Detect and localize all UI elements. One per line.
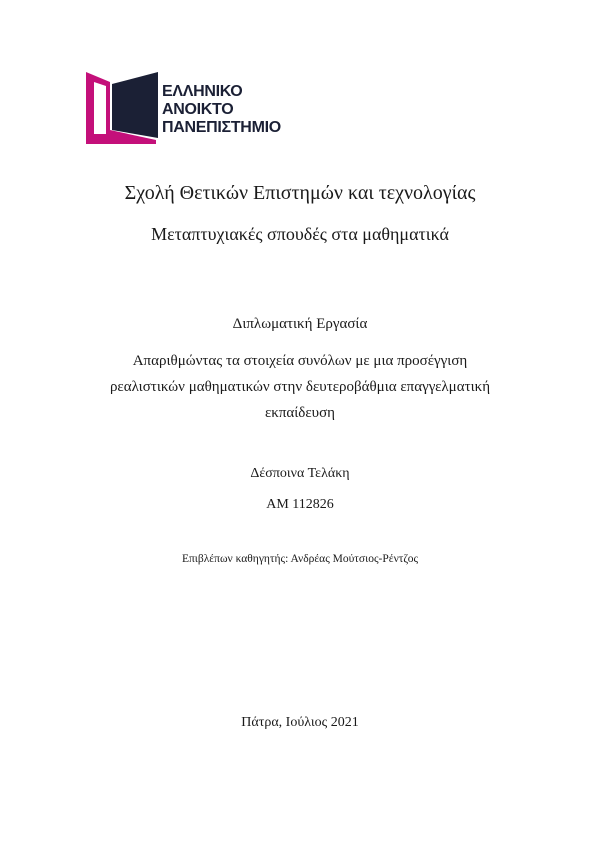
logo-line-3: ΠΑΝΕΠΙΣΤΗΜΙΟ bbox=[162, 119, 281, 136]
university-logo-text bbox=[162, 83, 281, 137]
thesis-title bbox=[0, 348, 600, 426]
logo-line-2: ΑΝΟΙΚΤΟ bbox=[162, 101, 234, 118]
student-id: ΑΜ 112826 bbox=[266, 497, 334, 512]
thesis-title-line: εκπαίδευση bbox=[264, 405, 336, 421]
supervisor: Επιβλέπων καθηγητής: Ανδρέας Μούτσιος-Ρέντζος bbox=[181, 553, 419, 565]
school-name: Σχολή Θετικών Επιστημών και τεχνολογίας bbox=[124, 182, 476, 204]
university-logo bbox=[86, 72, 286, 144]
program-name: Μεταπτυχιακές σπουδές στα μαθηματικά bbox=[151, 224, 449, 244]
thesis-title-line: Απαριθμώντας τα στοιχεία συνόλων με μια προσέγγιση bbox=[132, 353, 468, 369]
place-date: Πάτρα, Ιούλιος 2021 bbox=[241, 715, 359, 730]
thesis-type: Διπλωματική Εργασία bbox=[232, 316, 368, 332]
logo-line-1: ΕΛΛΗΝΙΚΟ bbox=[162, 83, 243, 100]
university-logo-emblem-icon bbox=[86, 72, 160, 144]
thesis-title-line: ρεαλιστικών μαθηματικών στην δευτεροβάθμια επαγγελματική bbox=[109, 379, 491, 395]
author-name: Δέσποινα Τελάκη bbox=[250, 466, 350, 481]
